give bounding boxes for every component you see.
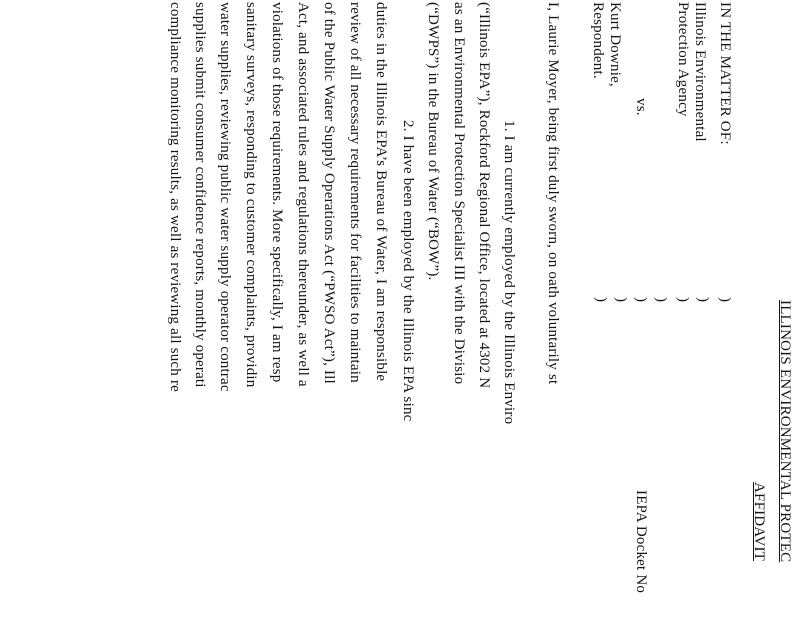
body-line: sanitary surveys, responding to customer complaints, providin — [243, 2, 259, 388]
body-line: (“Illinois EPA”), Rockford Regional Office, located at 4302 N — [476, 2, 492, 389]
body-line: 2. I have been employed by the Illinois EPA sinc — [400, 120, 416, 422]
document-subtitle: AFFIDAVIT — [751, 482, 767, 562]
respondent-label: Respondent. — [590, 2, 606, 79]
body-line: violations of those requirements. More specifically, I am resp — [269, 2, 285, 383]
complainant-name-cont: Protection Agency — [675, 2, 691, 117]
body-line: compliance monitoring results, as well as reviewing all such re — [167, 2, 183, 392]
body-line: of the Public Water Supply Operations Act (“PWSO Act”), Ill — [321, 2, 337, 384]
caption-bracket: ) — [653, 297, 669, 303]
complainant-name: Illinois Environmental — [692, 2, 708, 142]
document-title: ILLINOIS ENVIRONMENTAL PROTEC — [777, 300, 793, 563]
caption-bracket: ) — [675, 297, 691, 303]
body-line: water supplies, reviewing public water supply operator contrac — [217, 2, 233, 392]
caption-bracket: ) — [593, 297, 609, 303]
body-line: 1. I am currently employed by the Illinois Enviro — [501, 120, 517, 425]
caption-bracket: ) — [613, 297, 629, 303]
body-line: supplies submit consumer confidence reports, monthly operati — [192, 2, 208, 388]
docket-number-label: IEPA Docket No — [633, 490, 649, 594]
caption-bracket: ) — [695, 297, 711, 303]
body-line: Act, and associated rules and regulations thereunder, as well a — [295, 2, 311, 387]
body-line: (“DWPS”) in the Bureau of Water (“BOW”). — [425, 2, 441, 281]
caption-bracket: ) — [633, 297, 649, 303]
in-the-matter-label: IN THE MATTER OF: — [717, 2, 733, 145]
body-line: duties in the Illinois EPA’s Bureau of Water, I am responsible — [373, 2, 389, 382]
body-line: review of all necessary requirements for facilities to maintain — [347, 2, 363, 383]
versus-label: vs. — [633, 98, 649, 116]
respondent-name: Kurt Downie, — [607, 2, 623, 87]
caption-bracket: ) — [717, 297, 733, 303]
body-line: as an Environmental Protection Specialist III with the Divisio — [451, 2, 467, 385]
body-line: I, Laurie Moyer, being first duly sworn, on oath voluntarily st — [545, 2, 561, 385]
